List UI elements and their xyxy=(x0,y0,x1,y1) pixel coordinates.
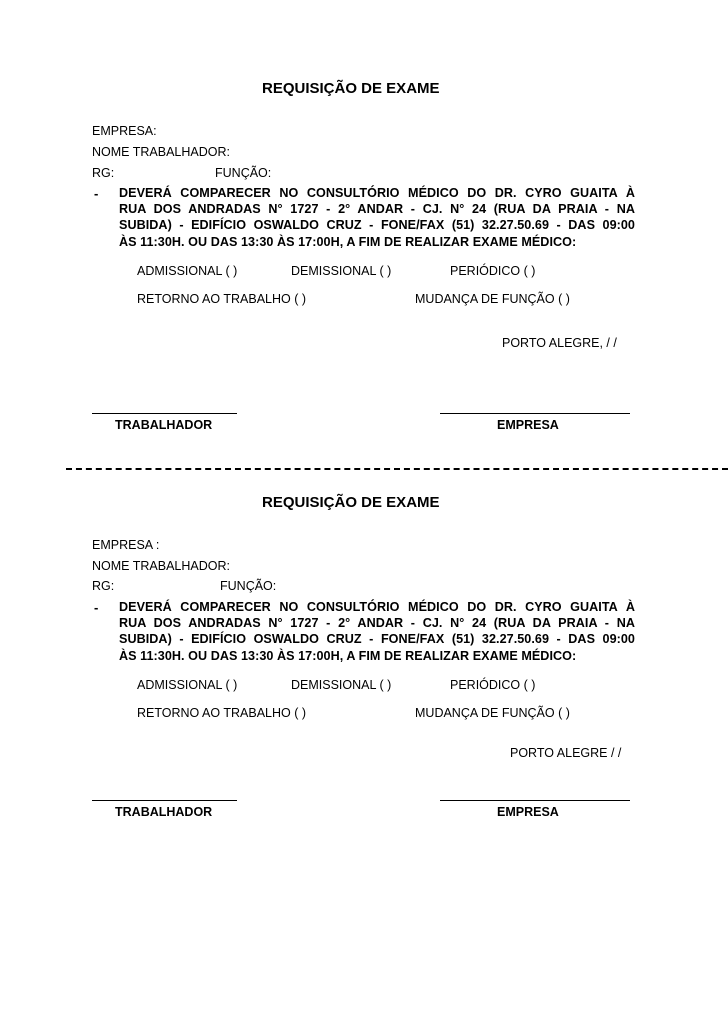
empresa-label: EMPRESA : xyxy=(92,538,160,552)
option-retorno-trabalho[interactable]: RETORNO AO TRABALHO ( ) xyxy=(137,292,307,306)
bullet-marker: - xyxy=(94,186,99,201)
funcao-label: FUNÇÃO: xyxy=(220,579,277,593)
place-date: PORTO ALEGRE, / / xyxy=(502,336,617,350)
rg-label: RG: xyxy=(92,166,115,180)
instruction-line: RUA DOS ANDRADAS N° 1727 - 2° ANDAR - CJ. N° 24 (RUA DA PRAIA - NA xyxy=(119,202,635,217)
instruction-line: ÀS 11:30H. OU DAS 13:30 ÀS 17:00H, A FIM DE REALIZAR EXAME MÉDICO: xyxy=(119,648,577,663)
form-title: REQUISIÇÃO DE EXAME xyxy=(262,80,440,97)
instruction-line: SUBIDA) - EDIFÍCIO OSWALDO CRUZ - FONE/FAX (51) 32.27.50.69 - DAS 09:00 xyxy=(119,632,635,647)
instruction-paragraph xyxy=(119,599,635,664)
worker-signature-line[interactable] xyxy=(92,800,237,801)
form-title: REQUISIÇÃO DE EXAME xyxy=(262,494,440,511)
instruction-line: ÀS 11:30H. OU DAS 13:30 ÀS 17:00H, A FIM DE REALIZAR EXAME MÉDICO: xyxy=(119,234,577,249)
cut-line-divider xyxy=(66,468,728,470)
instruction-paragraph xyxy=(119,185,635,250)
option-periodico[interactable]: PERIÓDICO ( ) xyxy=(450,264,536,278)
nome-trabalhador-label: NOME TRABALHADOR: xyxy=(92,559,230,573)
place-date: PORTO ALEGRE / / xyxy=(510,746,622,760)
instruction-line: RUA DOS ANDRADAS N° 1727 - 2° ANDAR - CJ. N° 24 (RUA DA PRAIA - NA xyxy=(119,616,635,631)
option-periodico[interactable]: PERIÓDICO ( ) xyxy=(450,678,536,692)
option-demissional[interactable]: DEMISSIONAL ( ) xyxy=(291,678,392,692)
empresa-label: EMPRESA: xyxy=(92,124,157,138)
instruction-line: SUBIDA) - EDIFÍCIO OSWALDO CRUZ - FONE/FAX (51) 32.27.50.69 - DAS 09:00 xyxy=(119,218,635,233)
instruction-line: DEVERÁ COMPARECER NO CONSULTÓRIO MÉDICO DO DR. CYRO GUAITA À xyxy=(119,600,635,614)
option-demissional[interactable]: DEMISSIONAL ( ) xyxy=(291,264,392,278)
company-signature-label: EMPRESA xyxy=(497,418,559,432)
option-admissional[interactable]: ADMISSIONAL ( ) xyxy=(137,678,238,692)
company-signature-line[interactable] xyxy=(440,800,630,801)
worker-signature-line[interactable] xyxy=(92,413,237,414)
option-retorno-trabalho[interactable]: RETORNO AO TRABALHO ( ) xyxy=(137,706,307,720)
bullet-marker: - xyxy=(94,600,99,615)
rg-label: RG: xyxy=(92,579,115,593)
instruction-line: DEVERÁ COMPARECER NO CONSULTÓRIO MÉDICO DO DR. CYRO GUAITA À xyxy=(119,186,635,200)
nome-trabalhador-label: NOME TRABALHADOR: xyxy=(92,145,230,159)
option-mudanca-funcao[interactable]: MUDANÇA DE FUNÇÃO ( ) xyxy=(415,292,570,306)
worker-signature-label: TRABALHADOR xyxy=(115,805,213,819)
company-signature-line[interactable] xyxy=(440,413,630,414)
company-signature-label: EMPRESA xyxy=(497,805,559,819)
option-admissional[interactable]: ADMISSIONAL ( ) xyxy=(137,264,238,278)
option-mudanca-funcao[interactable]: MUDANÇA DE FUNÇÃO ( ) xyxy=(415,706,570,720)
funcao-label: FUNÇÃO: xyxy=(215,166,272,180)
worker-signature-label: TRABALHADOR xyxy=(115,418,213,432)
